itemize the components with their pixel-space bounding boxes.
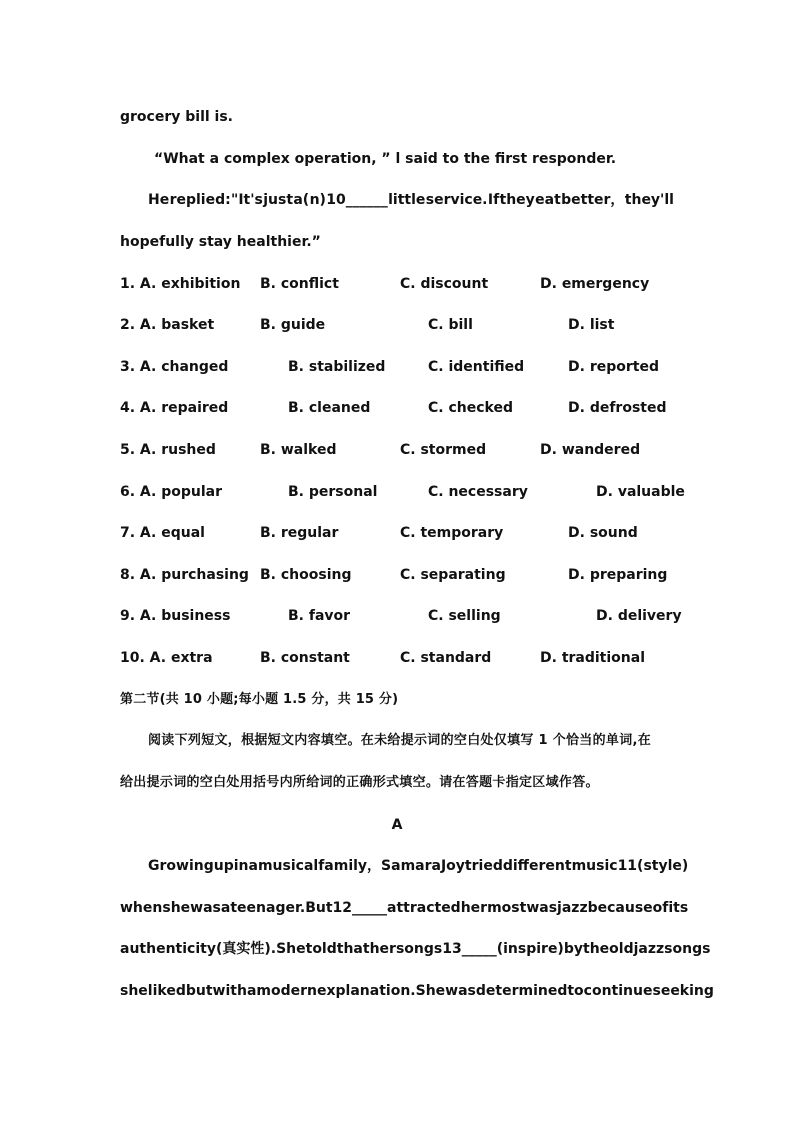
option-a: 7. A. equal [120, 525, 205, 541]
option-a: 1. A. exhibition [120, 276, 241, 292]
question-options-row [120, 274, 674, 294]
option-c: C. stormed [400, 442, 487, 458]
word: songs [395, 941, 443, 957]
passage-line: hopefully stay healthier.” [120, 234, 321, 250]
option-c: C. discount [400, 276, 489, 292]
option-b: B. favor [288, 608, 351, 624]
word: but [185, 983, 213, 999]
option-c: C. selling [428, 608, 501, 624]
word: She [276, 941, 306, 957]
word: jazz [633, 941, 665, 957]
word: replied: [169, 192, 231, 208]
word: tried [464, 858, 503, 874]
word: a [248, 858, 258, 874]
word: songs [664, 941, 711, 957]
word: she [120, 983, 148, 999]
word: when [120, 900, 163, 916]
option-a: 8. A. purchasing [120, 567, 249, 583]
option-d: D. wandered [540, 442, 641, 458]
word: was [445, 983, 476, 999]
word: But [305, 900, 333, 916]
passage-a-line [120, 981, 714, 1001]
passage-line: grocery bill is. [120, 109, 233, 125]
word: old [609, 941, 634, 957]
word: teenager. [230, 900, 306, 916]
option-d: D. emergency [540, 276, 650, 292]
passage-a-line [120, 898, 689, 918]
option-a: 10. A. extra [120, 650, 213, 666]
word: a [246, 983, 257, 999]
question-options-row [120, 565, 674, 585]
option-b: B. stabilized [288, 359, 386, 375]
option-d: D. valuable [596, 484, 685, 500]
option-d: D. defrosted [568, 400, 667, 416]
option-b: B. walked [260, 442, 337, 458]
word: If [487, 192, 500, 208]
option-a: 5. A. rushed [120, 442, 216, 458]
word: n) [309, 192, 326, 208]
word: little [388, 192, 426, 208]
word: the [583, 941, 610, 957]
word: they'll [624, 192, 674, 208]
option-b: B. guide [260, 317, 326, 333]
word: most [487, 900, 527, 916]
passage-line-justified [120, 190, 674, 210]
word: that [336, 941, 370, 957]
word: jazz [557, 900, 588, 916]
instruction-line: 给出提示词的空白处用括号内所给词的正确形式填空。请在答题卡指定区域作答。 [120, 775, 599, 790]
question-options-row [120, 523, 674, 543]
passage-a-line [120, 856, 689, 876]
word: 12_____ [332, 900, 388, 916]
word: (真实性). [215, 941, 277, 957]
option-c: C. bill [428, 317, 473, 333]
option-c: C. identified [428, 359, 525, 375]
option-d: D. delivery [596, 608, 682, 624]
word: just [263, 192, 294, 208]
option-a: 6. A. popular [120, 484, 222, 500]
word: family， [318, 858, 382, 874]
option-d: D. list [568, 317, 615, 333]
word: a [220, 900, 231, 916]
word: up [213, 858, 234, 874]
word: better， [561, 192, 625, 208]
option-b: B. cleaned [288, 400, 371, 416]
word: 11( [617, 858, 644, 874]
word: its [668, 900, 689, 916]
word: different [502, 858, 572, 874]
option-c: C. separating [400, 567, 506, 583]
word: a( [293, 192, 310, 208]
option-d: D. reported [568, 359, 659, 375]
word: her [460, 900, 488, 916]
question-options-row [120, 398, 674, 418]
word: Joy [440, 858, 465, 874]
word: she [162, 900, 191, 916]
option-c: C. standard [400, 650, 492, 666]
word: in [233, 858, 249, 874]
option-c: C. temporary [400, 525, 504, 541]
word: attracted [387, 900, 461, 916]
passage-label: A [391, 817, 403, 833]
word: She [415, 983, 446, 999]
option-a: 3. A. changed [120, 359, 229, 375]
passage-a-line [120, 939, 711, 959]
word: of [652, 900, 669, 916]
section-heading: 第二节(共 10 小题;每小题 1.5 分，共 15 分) [120, 692, 399, 707]
option-b: B. personal [288, 484, 378, 500]
word: determined [475, 983, 568, 999]
word: He [148, 192, 170, 208]
option-a: 9. A. business [120, 608, 231, 624]
word: musical [257, 858, 319, 874]
question-options-row [120, 648, 674, 668]
option-b: B. choosing [260, 567, 352, 583]
option-d: D. preparing [568, 567, 668, 583]
word: 13_____(inspire) [442, 941, 564, 957]
option-a: 2. A. basket [120, 317, 215, 333]
option-c: C. necessary [428, 484, 528, 500]
question-options-row [120, 482, 685, 502]
word: service. [425, 192, 488, 208]
word: explanation. [317, 983, 416, 999]
word: to [567, 983, 584, 999]
word: eat [535, 192, 561, 208]
word: they [499, 192, 535, 208]
option-d: D. traditional [540, 650, 645, 666]
word: by [563, 941, 583, 957]
word: with [212, 983, 247, 999]
option-b: B. constant [260, 650, 350, 666]
question-options-row [120, 440, 674, 460]
word: was [190, 900, 221, 916]
word: style) [643, 858, 689, 874]
passage-line: “What a complex operation, ” l said to the first responder. [154, 151, 617, 167]
word: Growing [148, 858, 214, 874]
word: her [369, 941, 396, 957]
question-options-row [120, 606, 682, 626]
option-b: B. conflict [260, 276, 339, 292]
word: "It's [231, 192, 263, 208]
option-b: B. regular [260, 525, 339, 541]
word: told [305, 941, 337, 957]
word: liked [147, 983, 186, 999]
option-c: C. checked [428, 400, 513, 416]
word: modern [256, 983, 317, 999]
word: seeking [652, 983, 714, 999]
option-a: 4. A. repaired [120, 400, 229, 416]
word: 10______ [326, 192, 388, 208]
instruction-line: 阅读下列短文，根据短文内容填空。在未给提示词的空白处仅填写 1 个恰当的单词,在 [148, 733, 652, 748]
word: authenticity [120, 941, 216, 957]
word: because [587, 900, 653, 916]
word: was [526, 900, 558, 916]
option-d: D. sound [568, 525, 638, 541]
word: music [571, 858, 618, 874]
question-options-row [120, 357, 674, 377]
word: Samara [381, 858, 441, 874]
word: continue [583, 983, 653, 999]
question-options-row [120, 315, 674, 335]
